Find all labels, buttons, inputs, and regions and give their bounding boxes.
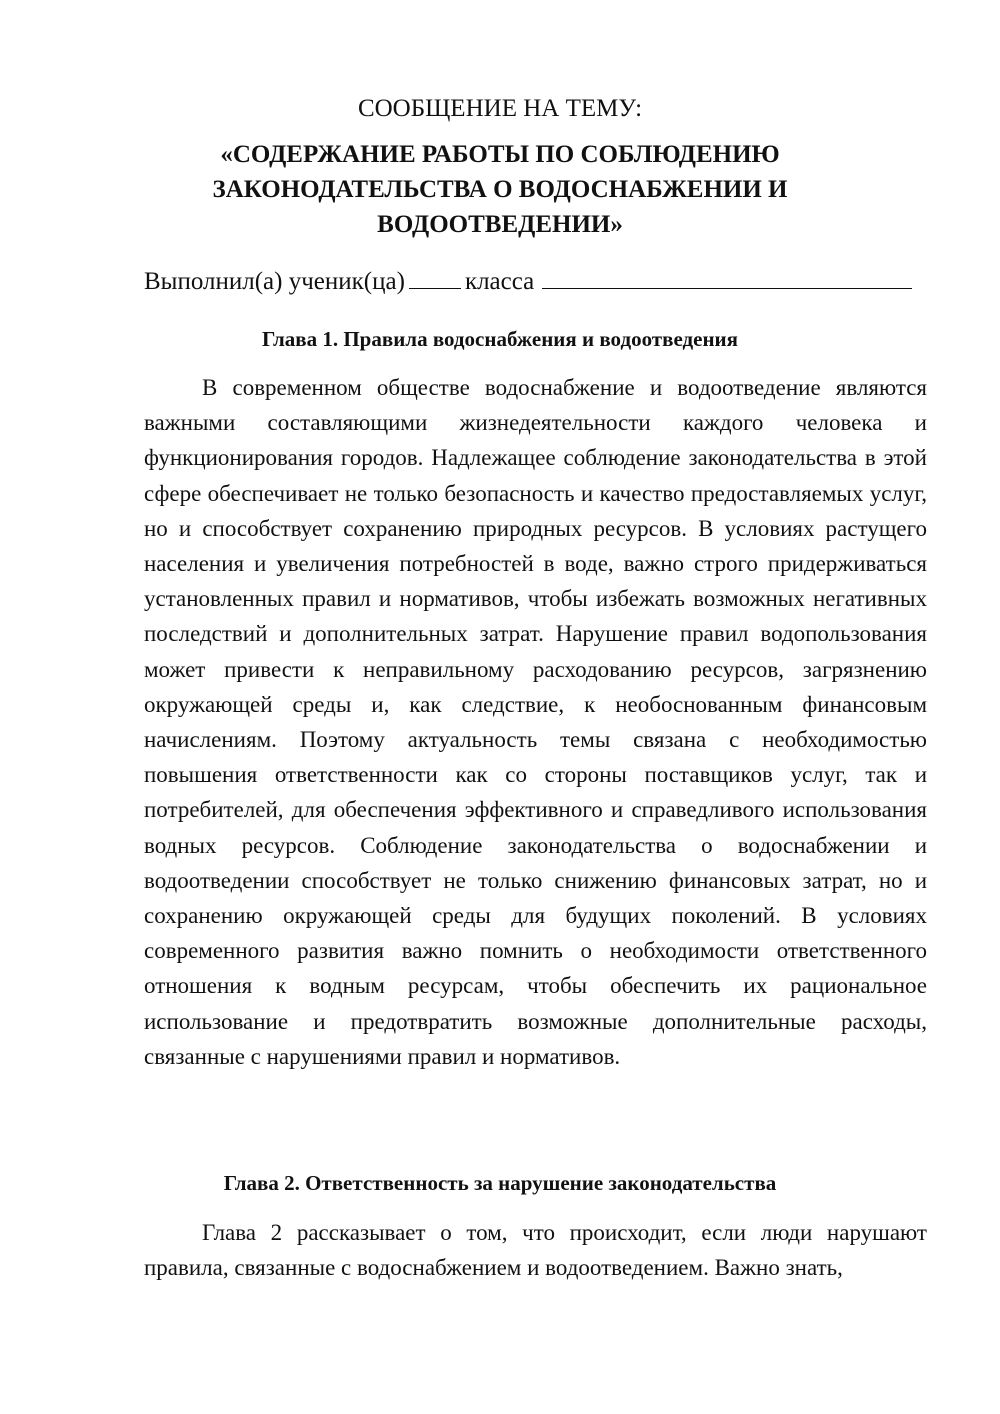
- document-heading: СООБЩЕНИЕ НА ТЕМУ:: [357, 95, 643, 122]
- document-title-line-1: «СОДЕРЖАНИЕ РАБОТЫ ПО СОБЛЮДЕНИЮ: [220, 141, 780, 168]
- chapter-2-title: Глава 2. Ответственность за нарушение законодательства: [223, 1171, 777, 1195]
- chapter-2-paragraph: Глава 2 рассказывает о том, что происходит, если люди нарушают правила, связанные с водоснабжением и водоотведением. Важно знать,: [144, 1220, 927, 1281]
- author-prefix: Выполнил(а) ученик(ца): [144, 268, 405, 295]
- author-line: [144, 268, 912, 296]
- chapter-1-paragraph: В современном обществе водоснабжение и водоотведение являются важными составляющими жизнедеятельности каждого человека и функционирования городов. Надлежащее соблюдение законодательства в этой сфере обеспечивает не только безопасность и качество предоставляемых услуг, но и способствует сохранению природных ресурсов. В условиях растущего населения и увеличения потребностей в воде, важно строго придерживаться установленных правил и нормативов, чтобы избежать возможных негативных последствий и дополнительных затрат. Нарушение правил водопользования может привести к неправильному расходованию ресурсов, загрязнению окружающей среды и, как следствие, к необоснованным финансовым начислениям. Поэтому актуальность темы связана с необходимостью повышения ответственности как со стороны поставщиков услуг, так и потребителей, для обеспечения эффективного и справедливого использования водных ресурсов. Соблюдение законодательства о водоснабжении и водоотведении способствует не только снижению финансовых затрат, но и сохранению окружающей среды для будущих поколений. В условиях современного развития важно помнить о необходимости ответственного отношения к водным ресурсам, чтобы обеспечить их рациональное использование и предотвратить возможные дополнительные расходы, связанные с нарушениями правил и нормативов.: [144, 375, 927, 1069]
- author-class-label: класса: [464, 268, 535, 295]
- class-blank-field[interactable]: [409, 270, 461, 289]
- name-blank-field[interactable]: [542, 270, 912, 289]
- document-title-line-2: ЗАКОНОДАТЕЛЬСТВА О ВОДОСНАБЖЕНИИ И: [212, 176, 788, 203]
- chapter-1-title: Глава 1. Правила водоснабжения и водоотведения: [261, 327, 739, 351]
- document-title-line-3: ВОДООТВЕДЕНИИ»: [377, 211, 623, 238]
